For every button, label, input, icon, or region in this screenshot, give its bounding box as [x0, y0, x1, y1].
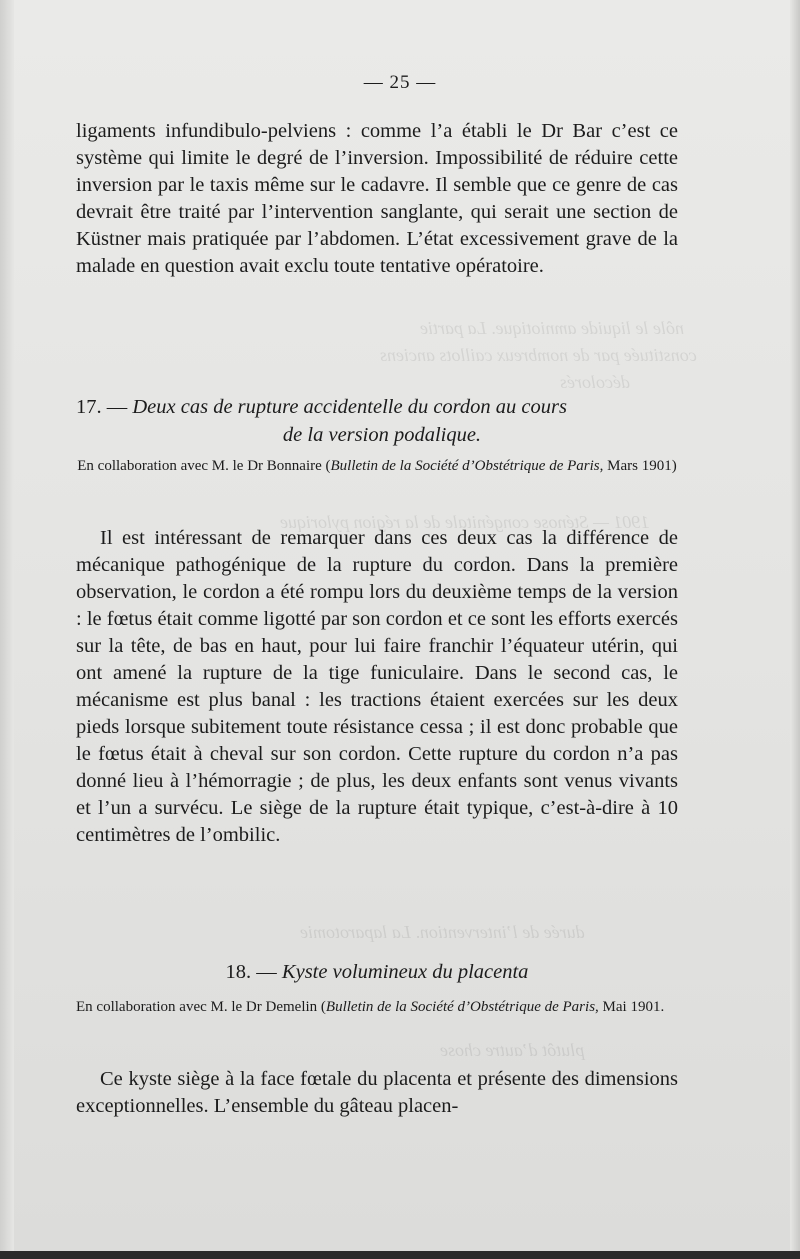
entry-17-collab-prefix: En collaboration avec M. le Dr Bonnaire (: [77, 458, 331, 474]
entry-17-title-line1: Deux cas de rupture accidentelle du cordon au cours: [132, 396, 567, 418]
page-number: — 25 —: [363, 72, 437, 93]
entry-17-collaboration: [76, 456, 678, 477]
entry-18-collab-suffix: , Mai 1901.: [595, 999, 665, 1015]
bleed-through-text: décolorés: [560, 372, 630, 392]
entry-18-number: 18.: [225, 961, 252, 983]
page-right-edge: [790, 0, 800, 1259]
entry-18-dash: —: [256, 961, 277, 983]
entry-18-title-text: Kyste volumineux du placenta: [281, 961, 529, 983]
bleed-through-text: nôle le liquide amniotique. La partie: [420, 318, 684, 338]
entry-17-title: [76, 393, 678, 449]
entry-17-title-line2: de la version podalique.: [282, 424, 482, 446]
entry-18-collab-prefix: En collaboration avec M. le Dr Demelin (: [76, 999, 326, 1015]
entry-17-number: 17.: [76, 396, 102, 418]
entry-18-collaboration: [76, 997, 678, 1018]
entry-18-title: [76, 958, 678, 986]
entry-17-journal: Bulletin de la Société d’Obstétrique: [330, 458, 546, 474]
entry-17-dash: —: [106, 396, 128, 418]
paragraph-kyste: Ce kyste siège à la face fœtale du placenta et présente des dimensions exceptionnelles. L’ensemble du gâteau placen-: [76, 1068, 678, 1117]
bleed-through-text: 1901 — Sténose congénitale de la région pylorique: [280, 512, 650, 532]
bleed-through-text: constituée par de nombreux caillots anciens: [380, 345, 697, 365]
entry-17-city: de Paris: [549, 458, 600, 474]
page-left-edge: [0, 0, 14, 1259]
page-bottom-edge: [0, 1251, 800, 1259]
bleed-through-text: plutôt d’autre chose: [440, 1040, 585, 1060]
bleed-through-text: durée de l’intervention. La laparotomie: [300, 922, 585, 942]
entry-17-collab-suffix: , Mars 1901): [599, 458, 677, 474]
paragraph-ligaments: ligaments infundibulo-pelviens : comme l’a établi le Dr Bar c’est ce système qui limite le degré de l’inversion. Impossibilité de réduire cette inversion par le taxis même sur le cadavre. Il semble que ce genre de cas devrait être traité par l’intervention sanglante, qui serait une section de Küstner mais pratiquée par l’abdomen. L’état excessivement grave de la malade en question avait exclu toute tentative opératoire.: [76, 120, 678, 277]
paragraph-cordon: Il est intéressant de remarquer dans ces deux cas la différence de mécanique pathogénique de la rupture du cordon. Dans la première observation, le cordon a été rompu lors du deuxième temps de la version : le fœtus était comme ligotté par son cordon et ce sont les efforts exercés sur la tête, de bas en haut, pour lui faire franchir l’équateur utérin, qui ont amené la rupture de la tige funiculaire. Dans le second cas, le mécanisme est plus banal : les tractions étaient exercées sur les deux pieds lorsque subitement toute résistance cessa ; il est donc probable que le fœtus était à cheval sur son cordon. Cette rupture du cordon n’a pas donné lieu à l’hémorragie ; de plus, les deux enfants sont venus vivants et l’un a survécu. Le siège de la rupture était typique, c’est-à-dire à 10 centimètres de l’ombilic.: [76, 527, 678, 846]
entry-18-journal: Bulletin de la Société d’Obstétrique de Paris: [325, 999, 596, 1015]
